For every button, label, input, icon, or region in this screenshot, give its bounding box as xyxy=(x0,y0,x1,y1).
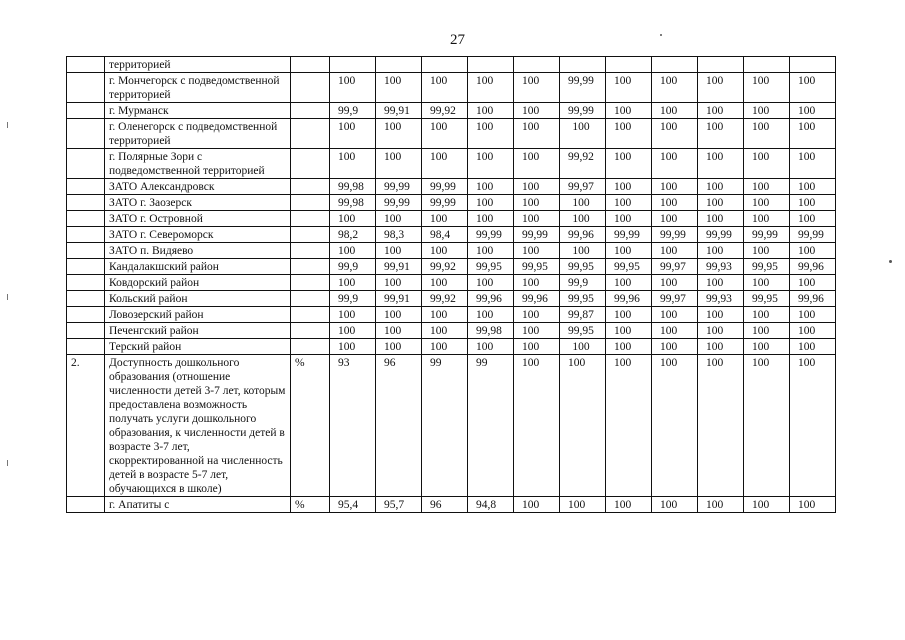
value-cell: 100 xyxy=(790,179,836,195)
punch-mark xyxy=(7,122,8,128)
value-cell: 100 xyxy=(606,73,652,103)
unit-cell xyxy=(291,179,330,195)
table-row xyxy=(67,195,836,211)
value-cell: 100 xyxy=(744,73,790,103)
table-row xyxy=(67,339,836,355)
value-cell: 100 xyxy=(652,149,698,179)
value-cell: 100 xyxy=(468,103,514,119)
value-cell: 99,95 xyxy=(744,291,790,307)
value-cell: 100 xyxy=(514,355,560,497)
value-cell: 100 xyxy=(560,243,606,259)
punch-mark xyxy=(7,460,8,466)
unit-cell xyxy=(291,103,330,119)
value-cell: 99,95 xyxy=(560,291,606,307)
indicator-name: г. Апатиты с xyxy=(105,497,291,513)
value-cell: 100 xyxy=(376,119,422,149)
value-cell xyxy=(652,57,698,73)
value-cell: 99,93 xyxy=(698,259,744,275)
value-cell: 99,9 xyxy=(560,275,606,291)
value-cell: 100 xyxy=(514,119,560,149)
value-cell: 100 xyxy=(514,339,560,355)
value-cell: 100 xyxy=(422,119,468,149)
value-cell: 99,98 xyxy=(330,179,376,195)
value-cell xyxy=(560,57,606,73)
value-cell: 99,99 xyxy=(376,195,422,211)
value-cell: 100 xyxy=(376,323,422,339)
value-cell: 100 xyxy=(514,307,560,323)
table-row xyxy=(67,275,836,291)
value-cell: 100 xyxy=(514,73,560,103)
value-cell: 100 xyxy=(422,339,468,355)
value-cell: 100 xyxy=(468,211,514,227)
value-cell: 99,96 xyxy=(606,291,652,307)
table-row xyxy=(67,103,836,119)
value-cell: 99,99 xyxy=(560,103,606,119)
value-cell: 100 xyxy=(652,323,698,339)
value-cell: 100 xyxy=(652,179,698,195)
row-number xyxy=(67,57,105,73)
value-cell: 100 xyxy=(468,119,514,149)
value-cell: 100 xyxy=(698,119,744,149)
value-cell: 100 xyxy=(606,211,652,227)
value-cell: 100 xyxy=(744,243,790,259)
value-cell: 100 xyxy=(606,243,652,259)
unit-cell xyxy=(291,227,330,243)
row-number xyxy=(67,307,105,323)
indicator-name: ЗАТО г. Заозерск xyxy=(105,195,291,211)
value-cell: 100 xyxy=(698,195,744,211)
value-cell: 100 xyxy=(790,323,836,339)
indicator-name: Доступность дошкольного образования (отношение численности детей 3-7 лет, которым предоставлена возможность получать услуги дошкольного образования, к численности детей в возрасте 3-7 лет, скорректированной на численность детей в возрасте 5-7 лет, обучающихся в школе) xyxy=(105,355,291,497)
value-cell: 100 xyxy=(468,195,514,211)
table-row xyxy=(67,291,836,307)
row-number xyxy=(67,227,105,243)
value-cell: 100 xyxy=(698,243,744,259)
value-cell: 99,95 xyxy=(514,259,560,275)
unit-cell xyxy=(291,339,330,355)
unit-cell xyxy=(291,195,330,211)
value-cell: 100 xyxy=(514,275,560,291)
value-cell: 100 xyxy=(560,355,606,497)
value-cell: 99,92 xyxy=(422,103,468,119)
value-cell: 100 xyxy=(790,307,836,323)
value-cell: 99,98 xyxy=(330,195,376,211)
value-cell: 100 xyxy=(422,307,468,323)
value-cell: 99,96 xyxy=(790,291,836,307)
value-cell: 100 xyxy=(744,195,790,211)
value-cell: 99,97 xyxy=(652,291,698,307)
row-number xyxy=(67,149,105,179)
indicator-name: г. Оленегорск с подведомственной территорией xyxy=(105,119,291,149)
value-cell: 100 xyxy=(330,307,376,323)
value-cell: 100 xyxy=(514,243,560,259)
value-cell: 100 xyxy=(652,339,698,355)
value-cell: 100 xyxy=(330,339,376,355)
value-cell: 100 xyxy=(330,119,376,149)
value-cell: 100 xyxy=(606,103,652,119)
indicator-name: Кандалакшский район xyxy=(105,259,291,275)
value-cell: 99,96 xyxy=(514,291,560,307)
value-cell xyxy=(744,57,790,73)
value-cell: 100 xyxy=(744,275,790,291)
value-cell: 99,96 xyxy=(468,291,514,307)
unit-cell xyxy=(291,323,330,339)
value-cell: 100 xyxy=(514,195,560,211)
value-cell xyxy=(514,57,560,73)
value-cell: 100 xyxy=(376,73,422,103)
value-cell: 100 xyxy=(744,149,790,179)
row-number xyxy=(67,323,105,339)
value-cell: 99,96 xyxy=(560,227,606,243)
table-row xyxy=(67,73,836,103)
value-cell: 100 xyxy=(744,307,790,323)
value-cell: 100 xyxy=(652,275,698,291)
value-cell: 99,99 xyxy=(468,227,514,243)
unit-cell xyxy=(291,291,330,307)
value-cell: 100 xyxy=(376,339,422,355)
row-number xyxy=(67,211,105,227)
value-cell: 100 xyxy=(790,103,836,119)
value-cell xyxy=(606,57,652,73)
value-cell: 100 xyxy=(652,307,698,323)
value-cell: 100 xyxy=(330,243,376,259)
value-cell: 100 xyxy=(560,195,606,211)
value-cell: 99,92 xyxy=(422,259,468,275)
value-cell: 100 xyxy=(698,179,744,195)
value-cell: 100 xyxy=(376,149,422,179)
unit-cell xyxy=(291,149,330,179)
value-cell: 99,99 xyxy=(422,195,468,211)
value-cell: 100 xyxy=(790,497,836,513)
value-cell: 99,91 xyxy=(376,103,422,119)
indicator-name: Ковдорский район xyxy=(105,275,291,291)
value-cell: 99,9 xyxy=(330,103,376,119)
table-row xyxy=(67,119,836,149)
value-cell: 99,9 xyxy=(330,259,376,275)
value-cell: 100 xyxy=(744,497,790,513)
value-cell: 100 xyxy=(606,307,652,323)
value-cell: 99,99 xyxy=(652,227,698,243)
value-cell: 100 xyxy=(468,149,514,179)
value-cell: 99,99 xyxy=(560,73,606,103)
value-cell: 99,99 xyxy=(744,227,790,243)
table-row xyxy=(67,259,836,275)
value-cell: 100 xyxy=(422,275,468,291)
indicator-name: ЗАТО г. Североморск xyxy=(105,227,291,243)
value-cell: 100 xyxy=(744,103,790,119)
value-cell: 99,95 xyxy=(744,259,790,275)
value-cell: 99,92 xyxy=(560,149,606,179)
unit-cell xyxy=(291,119,330,149)
row-number xyxy=(67,291,105,307)
table-row xyxy=(67,497,836,513)
value-cell: 100 xyxy=(330,73,376,103)
value-cell: 100 xyxy=(790,275,836,291)
value-cell: 100 xyxy=(376,243,422,259)
value-cell: 100 xyxy=(560,497,606,513)
unit-cell: % xyxy=(291,497,330,513)
value-cell xyxy=(330,57,376,73)
table-row xyxy=(67,149,836,179)
value-cell xyxy=(698,57,744,73)
table-row xyxy=(67,57,836,73)
value-cell: 99,97 xyxy=(652,259,698,275)
indicator-name: Терский район xyxy=(105,339,291,355)
indicator-name: ЗАТО г. Островной xyxy=(105,211,291,227)
value-cell: 100 xyxy=(744,339,790,355)
value-cell: 100 xyxy=(330,323,376,339)
row-number xyxy=(67,179,105,195)
value-cell: 100 xyxy=(468,307,514,323)
value-cell: 99,97 xyxy=(560,179,606,195)
value-cell: 100 xyxy=(468,73,514,103)
value-cell: 99,99 xyxy=(376,179,422,195)
row-number xyxy=(67,73,105,103)
table-row xyxy=(67,179,836,195)
value-cell: 100 xyxy=(606,179,652,195)
value-cell: 99,91 xyxy=(376,291,422,307)
value-cell: 100 xyxy=(744,179,790,195)
unit-cell xyxy=(291,275,330,291)
value-cell: 100 xyxy=(652,195,698,211)
value-cell: 96 xyxy=(422,497,468,513)
value-cell: 100 xyxy=(468,275,514,291)
value-cell: 94,8 xyxy=(468,497,514,513)
scan-speck xyxy=(660,34,662,36)
row-number xyxy=(67,497,105,513)
value-cell: 100 xyxy=(422,323,468,339)
indicator-name: г. Мурманск xyxy=(105,103,291,119)
scan-speck xyxy=(889,260,892,263)
value-cell: 100 xyxy=(698,339,744,355)
unit-cell xyxy=(291,211,330,227)
table-row xyxy=(67,243,836,259)
value-cell: 100 xyxy=(422,73,468,103)
value-cell: 99,99 xyxy=(790,227,836,243)
value-cell: 100 xyxy=(514,323,560,339)
value-cell: 99,99 xyxy=(698,227,744,243)
row-number: 2. xyxy=(67,355,105,497)
value-cell: 100 xyxy=(560,211,606,227)
value-cell: 100 xyxy=(652,103,698,119)
value-cell: 100 xyxy=(376,211,422,227)
value-cell: 99,92 xyxy=(422,291,468,307)
indicator-name: Кольский район xyxy=(105,291,291,307)
value-cell: 100 xyxy=(560,119,606,149)
value-cell: 95,7 xyxy=(376,497,422,513)
value-cell: 99,95 xyxy=(560,259,606,275)
value-cell: 100 xyxy=(790,119,836,149)
value-cell: 100 xyxy=(606,323,652,339)
value-cell: 100 xyxy=(790,243,836,259)
value-cell: 100 xyxy=(790,73,836,103)
unit-cell xyxy=(291,243,330,259)
value-cell: 100 xyxy=(422,211,468,227)
indicator-name: г. Мончегорск с подведомственной территорией xyxy=(105,73,291,103)
value-cell: 99,95 xyxy=(560,323,606,339)
value-cell xyxy=(468,57,514,73)
value-cell: 100 xyxy=(606,275,652,291)
row-number xyxy=(67,339,105,355)
value-cell: 100 xyxy=(468,243,514,259)
page-number: 27 xyxy=(450,32,465,48)
table-row xyxy=(67,307,836,323)
value-cell: 100 xyxy=(652,497,698,513)
value-cell: 100 xyxy=(744,119,790,149)
value-cell: 100 xyxy=(652,243,698,259)
row-number xyxy=(67,195,105,211)
value-cell: 100 xyxy=(790,149,836,179)
indicator-name: Ловозерский район xyxy=(105,307,291,323)
value-cell: 100 xyxy=(468,339,514,355)
value-cell: 100 xyxy=(790,355,836,497)
value-cell: 93 xyxy=(330,355,376,497)
value-cell: 100 xyxy=(606,119,652,149)
indicator-name: г. Полярные Зори с подведомственной территорией xyxy=(105,149,291,179)
value-cell: 99,9 xyxy=(330,291,376,307)
table-row xyxy=(67,227,836,243)
value-cell: 100 xyxy=(514,211,560,227)
value-cell: 100 xyxy=(790,339,836,355)
value-cell: 100 xyxy=(698,149,744,179)
value-cell: 100 xyxy=(744,323,790,339)
row-number xyxy=(67,103,105,119)
value-cell: 99,99 xyxy=(422,179,468,195)
value-cell: 96 xyxy=(376,355,422,497)
value-cell: 100 xyxy=(606,339,652,355)
value-cell: 100 xyxy=(790,211,836,227)
unit-cell xyxy=(291,73,330,103)
data-table xyxy=(66,56,836,513)
value-cell: 99 xyxy=(422,355,468,497)
value-cell: 99,96 xyxy=(790,259,836,275)
value-cell: 100 xyxy=(744,355,790,497)
table-row xyxy=(67,211,836,227)
value-cell: 99,99 xyxy=(514,227,560,243)
table-row xyxy=(67,355,836,497)
indicator-name: ЗАТО п. Видяево xyxy=(105,243,291,259)
unit-cell xyxy=(291,57,330,73)
row-number xyxy=(67,259,105,275)
value-cell: 100 xyxy=(422,243,468,259)
value-cell: 98,4 xyxy=(422,227,468,243)
unit-cell xyxy=(291,307,330,323)
value-cell: 100 xyxy=(514,149,560,179)
value-cell: 100 xyxy=(376,307,422,323)
value-cell: 99,91 xyxy=(376,259,422,275)
indicator-name: Печенгский район xyxy=(105,323,291,339)
table-row xyxy=(67,323,836,339)
value-cell xyxy=(376,57,422,73)
value-cell: 95,4 xyxy=(330,497,376,513)
value-cell: 100 xyxy=(560,339,606,355)
value-cell: 99,93 xyxy=(698,291,744,307)
value-cell: 99 xyxy=(468,355,514,497)
value-cell: 99,87 xyxy=(560,307,606,323)
value-cell: 100 xyxy=(652,119,698,149)
value-cell: 100 xyxy=(422,149,468,179)
unit-cell: % xyxy=(291,355,330,497)
value-cell: 100 xyxy=(744,211,790,227)
value-cell: 100 xyxy=(698,73,744,103)
value-cell: 100 xyxy=(606,497,652,513)
unit-cell xyxy=(291,259,330,275)
value-cell xyxy=(790,57,836,73)
value-cell: 100 xyxy=(606,195,652,211)
value-cell: 100 xyxy=(514,497,560,513)
punch-mark xyxy=(7,294,8,300)
value-cell: 100 xyxy=(698,211,744,227)
value-cell: 100 xyxy=(652,211,698,227)
value-cell: 99,99 xyxy=(606,227,652,243)
value-cell: 100 xyxy=(330,275,376,291)
value-cell: 100 xyxy=(330,211,376,227)
value-cell: 100 xyxy=(698,497,744,513)
value-cell: 100 xyxy=(330,149,376,179)
value-cell: 100 xyxy=(652,355,698,497)
value-cell: 99,95 xyxy=(468,259,514,275)
value-cell: 98,2 xyxy=(330,227,376,243)
value-cell: 100 xyxy=(376,275,422,291)
value-cell: 100 xyxy=(698,103,744,119)
value-cell: 100 xyxy=(790,195,836,211)
value-cell: 100 xyxy=(468,179,514,195)
value-cell: 100 xyxy=(514,103,560,119)
row-number xyxy=(67,243,105,259)
value-cell xyxy=(422,57,468,73)
indicator-name: территорией xyxy=(105,57,291,73)
value-cell: 100 xyxy=(698,275,744,291)
value-cell: 100 xyxy=(606,355,652,497)
value-cell: 99,95 xyxy=(606,259,652,275)
value-cell: 100 xyxy=(698,323,744,339)
value-cell: 99,98 xyxy=(468,323,514,339)
value-cell: 100 xyxy=(652,73,698,103)
value-cell: 100 xyxy=(698,355,744,497)
value-cell: 98,3 xyxy=(376,227,422,243)
row-number xyxy=(67,119,105,149)
indicator-name: ЗАТО Александровск xyxy=(105,179,291,195)
value-cell: 100 xyxy=(514,179,560,195)
value-cell: 100 xyxy=(698,307,744,323)
value-cell: 100 xyxy=(606,149,652,179)
row-number xyxy=(67,275,105,291)
